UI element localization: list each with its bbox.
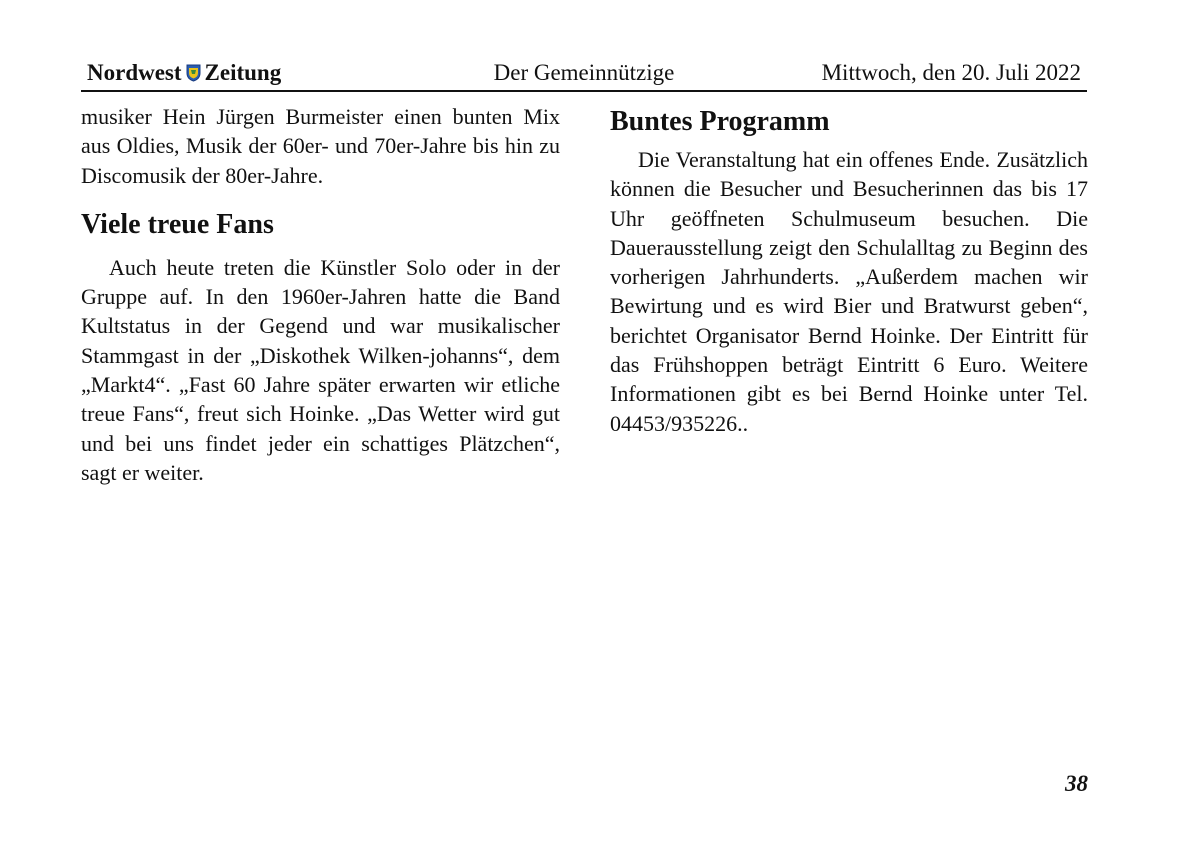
brand-name-part1: Nordwest <box>87 60 182 85</box>
section-heading: Buntes Programm <box>610 106 830 137</box>
publication-title: Der Gemeinnützige <box>493 60 675 85</box>
body-paragraph: Die Veranstaltung hat ein offenes Ende. Zusätzlich können die Besucher und Besucherinnen das bis 17 Uhr geöffneten Schulmuseum besuchen. Die Dauerausstellung zeigt den Schulalltag zu Beginn des vorherigen Jahrhunderts. „Außerdem machen wir Bewirtung und es wird Bier und Bratwurst geben“, berichtet Organisator Bernd Hoinke. Der Eintritt für das Frühshoppen beträgt Eintritt 6 Euro. Weitere Informationen gibt es bei Bernd Hoinke unter Tel. 04453/935226.. <box>610 147 1088 436</box>
brand-name-part2: Zeitung <box>204 60 282 85</box>
page-number: 38 <box>1065 771 1088 796</box>
left-column <box>81 102 560 487</box>
right-column <box>610 103 1088 438</box>
section-heading: Viele treue Fans <box>81 208 274 240</box>
issue-date: Mittwoch, den 20. Juli 2022 <box>821 60 1081 85</box>
continuation-paragraph: musiker Hein Jürgen Burmeister einen bunten Mix aus Oldies, Musik der 60er- und 70er-Jahre bis hin zu Discomusik der 80er-Jahre. <box>81 104 560 188</box>
page-header <box>81 56 1087 92</box>
body-paragraph: Auch heute treten die Künstler Solo oder in der Gruppe auf. In den 1960er-Jahren hatte die Band Kultstatus in der Gegend und war musikalischer Stammgast in der „Diskothek Wilken-johanns“, dem „Markt4“. „Fast 60 Jahre später erwarten wir etliche treue Fans“, freut sich Hoinke. „Das Wetter wird gut und bei uns findet jeder ein schattiges Plätzchen“, sagt er weiter. <box>81 254 560 485</box>
